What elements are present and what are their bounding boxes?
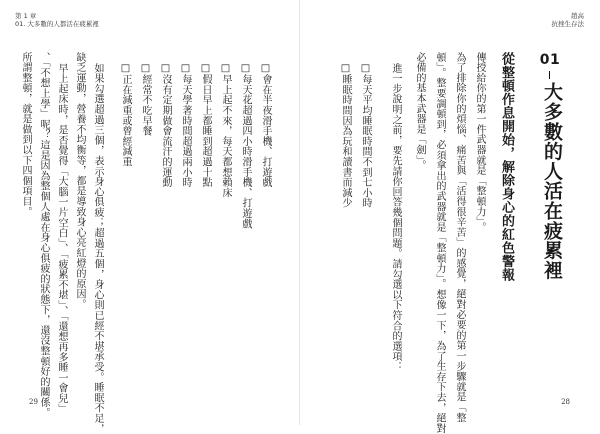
running-header-left [15, 12, 99, 28]
chapter-label: 第 1 章 [15, 12, 37, 20]
checklist-item: □早上起不來，每天都想賴床 [220, 63, 231, 198]
section-label: 01. 大多數的人都活在疲累裡 [15, 20, 99, 28]
checklist-item: □每天平均睡眠時間不到七小時 [360, 63, 371, 209]
running-header-right [552, 12, 585, 28]
checklist-item: □睡眠時間因為玩和讀書而減少 [340, 63, 351, 209]
checklist-item: □經常不吃早餐 [140, 63, 151, 137]
author-name: 趙高 [571, 12, 584, 20]
paragraph-line: 必備的基本武器是「劍」。 [414, 52, 425, 171]
paragraph-line: 缺乏運動，營養不均衡等，都是導致身心亮紅燈的原因。 [74, 52, 85, 310]
section-subtitle: 從整頓作息開始，解除身心的紅色警報 [499, 52, 514, 282]
paragraph-line: 、「不想上學」呢？這是因為整個人處在身心俱疲的狀態下，還沒整頓好的關係。 [38, 52, 49, 418]
page-number-right: 28 [561, 398, 570, 406]
checklist-item: □假日早上都睡到超過十點 [200, 63, 211, 188]
checklist-item: □每天花超過四小時滑手機、打遊戲 [240, 63, 251, 229]
book-title: 抗挫生存法 [551, 20, 584, 28]
paragraph-line: 傳授給你的第一件武器就是「整頓力」。 [474, 52, 485, 233]
checklist-item: □沒有定期做會流汗的運動 [160, 63, 171, 188]
paragraph-line: 所謂整頓，就是做到以下四個項目。 [20, 52, 31, 217]
paragraph-line: 早上起床時，是否覺得「大腦一片空白」、「疲累不堪」、「還想再多睡一會兒」 [56, 63, 67, 414]
checklist-item: □會在半夜滑手機、打遊戲 [260, 63, 271, 188]
title-rule [549, 71, 550, 79]
page-number-left: 29 [29, 398, 38, 406]
gutter [299, 0, 300, 425]
paragraph-line: 為了排除你的煩惱、痛苦與「活得很辛苦」的感覺，絕對必要的第一步驟就是「整 [454, 52, 465, 423]
checklist-item: □正在減重或曾經減重 [120, 63, 131, 167]
paragraph-line: 頓」。整要調頓到，必須拿出的武器就是「整頓力」。想像一下，為了生存下去，絕對 [434, 52, 445, 434]
section-number: 01 [539, 52, 561, 68]
paragraph-line: 進一步說明之前，要先請你回答幾個問題。請勾選以下符合的選項： [390, 63, 401, 372]
paragraph-line: 如果勾選超過三個，表示身心俱疲；超過五個，身心則已經不堪承受。睡眠不足， [92, 63, 103, 434]
section-title: 大多數的人活在疲累裡 [541, 82, 563, 280]
checklist-item: □每天學著時間超過兩小時 [180, 63, 191, 188]
